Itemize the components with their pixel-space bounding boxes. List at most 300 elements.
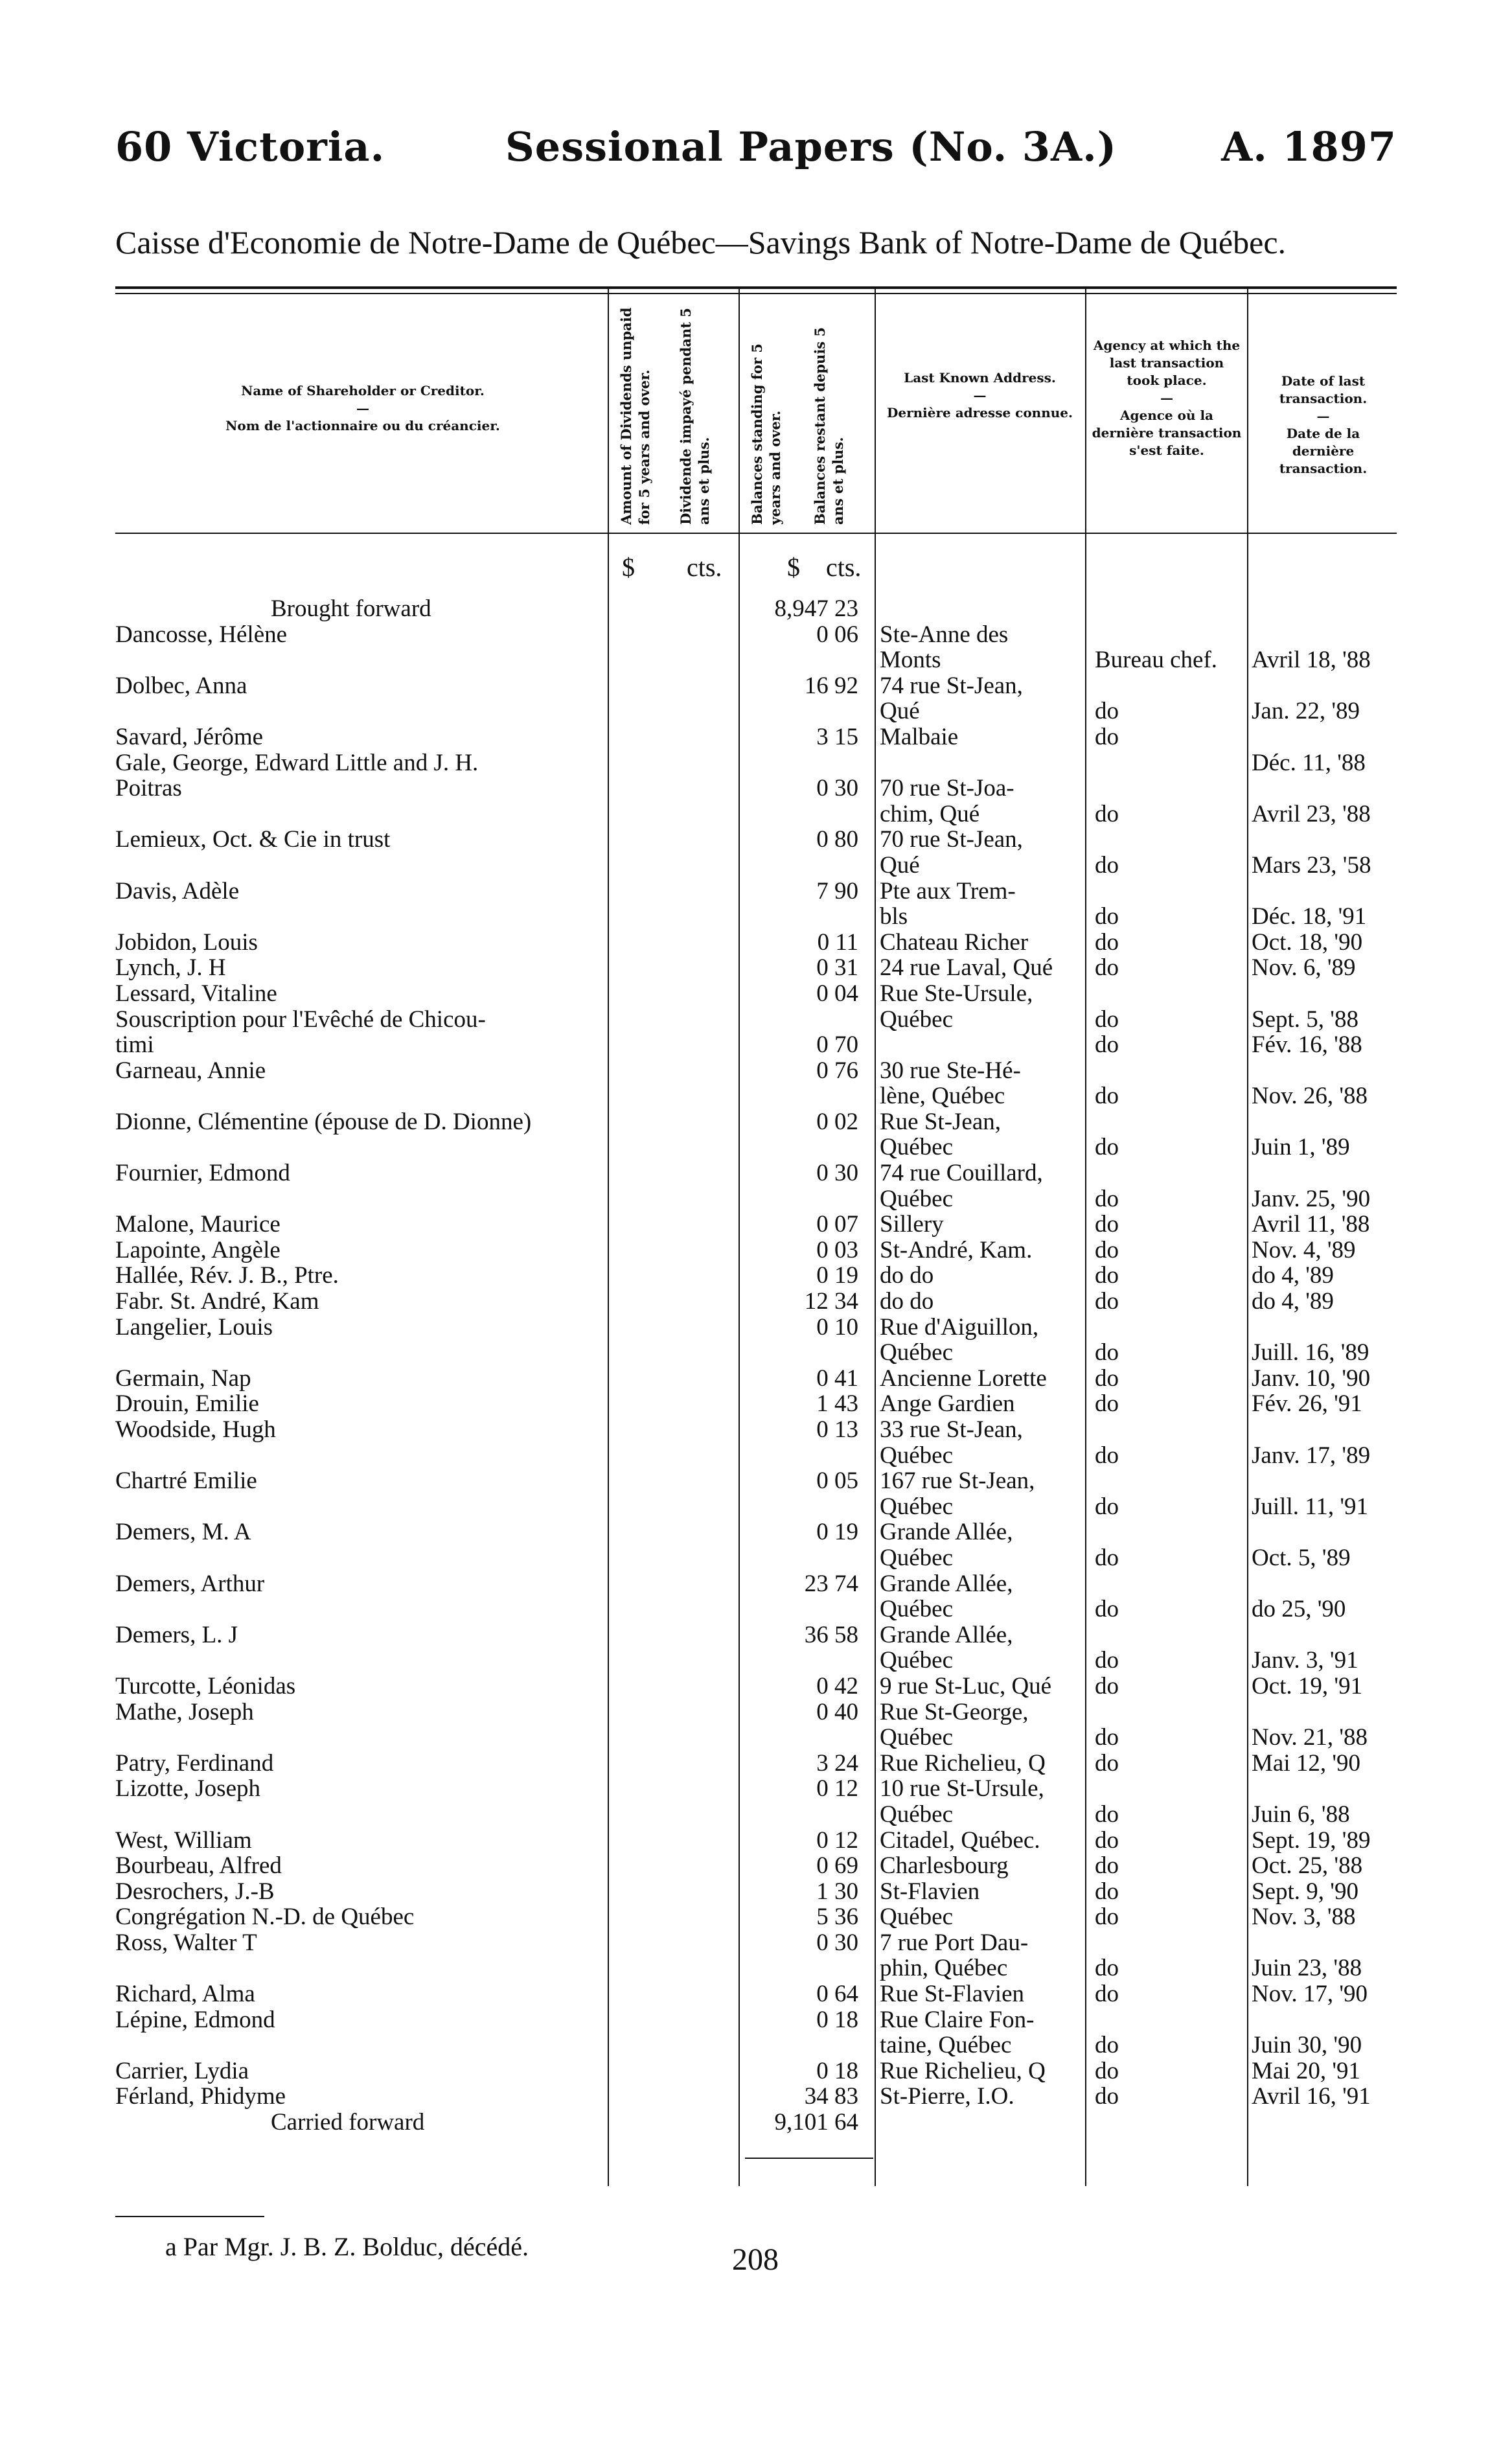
cell-name: Lemieux, Oct. & Cie in trust xyxy=(115,827,391,853)
cell-agency: do xyxy=(1095,1904,1119,1930)
table-row xyxy=(115,1007,1411,1033)
cell-address: Grande Allée, xyxy=(880,1519,1013,1545)
cell-date: Nov. 21, '88 xyxy=(1252,1725,1368,1751)
cell-name: Davis, Adèle xyxy=(115,878,240,904)
cell-date: Juin 23, '88 xyxy=(1252,1955,1362,1982)
table-row xyxy=(115,1751,1411,1777)
cell-name: West, William xyxy=(115,1827,252,1854)
cell-balance: 0 05 xyxy=(816,1468,858,1495)
col-head-amount xyxy=(612,298,735,528)
cell-address: 10 rue St-Ursule, xyxy=(880,1776,1044,1802)
cell-balance: 16 92 xyxy=(804,672,858,699)
cell-address: Québec xyxy=(880,1186,953,1212)
cell-balance: 0 80 xyxy=(816,826,858,853)
cell-address: Qué xyxy=(880,698,920,724)
cell-name: Gale, George, Edward Little and J. H. xyxy=(115,750,479,776)
cell-agency: do xyxy=(1095,1083,1119,1109)
cell-address: Québec xyxy=(880,1725,953,1751)
table-row xyxy=(115,1930,1411,1956)
cell-date: Nov. 26, '88 xyxy=(1252,1083,1368,1109)
cell-name: Carried forward xyxy=(271,2110,425,2136)
page-number: 208 xyxy=(732,2242,779,2277)
cell-agency: do xyxy=(1095,1263,1119,1289)
table-row xyxy=(115,1109,1411,1135)
table-row xyxy=(115,698,1411,724)
cell-address: Québec xyxy=(880,1493,953,1520)
cell-address: Ste-Anne des xyxy=(880,621,1009,648)
col-head-name-sep: — xyxy=(356,400,369,416)
cell-date: Janv. 3, '91 xyxy=(1252,1648,1358,1674)
table-row xyxy=(115,1134,1411,1160)
cell-address: 74 rue Couillard, xyxy=(880,1160,1043,1186)
col-head-date-sep: — xyxy=(1316,408,1330,424)
cell-balance: 36 58 xyxy=(804,1621,858,1648)
col-head-amount-fr: Dividende impayé pendant 5 ans et plus. xyxy=(678,308,712,525)
table-row xyxy=(115,1443,1411,1469)
cell-agency: do xyxy=(1095,2084,1119,2110)
cell-address: Québec xyxy=(880,1006,953,1033)
cell-address: 30 rue Ste-Hé- xyxy=(880,1057,1021,1084)
table-row xyxy=(115,981,1411,1007)
cell-address: Québec xyxy=(880,1340,953,1366)
cell-balance: 0 40 xyxy=(816,1698,858,1725)
cell-date: Sept. 5, '88 xyxy=(1252,1006,1358,1033)
cell-agency: do xyxy=(1095,1648,1119,1674)
cell-date: Oct. 25, '88 xyxy=(1252,1853,1363,1879)
cell-address: Sillery xyxy=(880,1212,944,1238)
table-row xyxy=(115,622,1411,648)
cell-name: Dancosse, Hélène xyxy=(115,621,288,648)
table-row xyxy=(115,2033,1411,2058)
cell-agency: do xyxy=(1095,1212,1119,1238)
cell-agency: do xyxy=(1095,1032,1119,1058)
cell-address: Ancienne Lorette xyxy=(880,1365,1047,1392)
cell-balance: 0 64 xyxy=(816,1981,858,2008)
cell-address: taine, Québec xyxy=(880,2033,1012,2058)
cell-balance: 1 43 xyxy=(816,1390,858,1418)
cell-name: Savard, Jérôme xyxy=(115,724,264,750)
cell-name: Jobidon, Louis xyxy=(115,929,258,956)
cell-date: Avril 18, '88 xyxy=(1252,647,1371,673)
cell-address: Monts xyxy=(880,647,941,673)
cell-agency: do xyxy=(1095,1750,1119,1777)
cell-name: Lépine, Edmond xyxy=(115,2007,275,2033)
cell-date: do 4, '89 xyxy=(1252,1263,1334,1289)
cell-agency: do xyxy=(1095,929,1119,956)
cell-balance: 0 41 xyxy=(816,1365,858,1392)
table-row xyxy=(115,776,1411,801)
table-row xyxy=(115,1596,1411,1622)
cell-name: Fabr. St. André, Kam xyxy=(115,1289,319,1315)
table-row xyxy=(115,1981,1411,2007)
cell-address: Rue Claire Fon- xyxy=(880,2007,1035,2033)
table-row xyxy=(115,1289,1411,1315)
cell-date: do 4, '89 xyxy=(1252,1289,1334,1315)
cell-agency: do xyxy=(1095,1673,1119,1699)
cell-balance: 3 24 xyxy=(816,1749,858,1777)
cell-name: Mathe, Joseph xyxy=(115,1699,254,1725)
cell-date: Janv. 10, '90 xyxy=(1252,1365,1371,1392)
units-balance-cts: cts. xyxy=(826,553,862,582)
col-head-name-en: Name of Shareholder or Creditor. xyxy=(241,383,485,398)
cell-balance: 3 15 xyxy=(816,723,858,750)
cell-name: Fournier, Edmond xyxy=(115,1160,290,1186)
cell-name: Lessard, Vitaline xyxy=(115,980,277,1007)
cell-address: lène, Québec xyxy=(880,1083,1005,1109)
table-row xyxy=(115,1828,1411,1854)
cell-address: Québec xyxy=(880,1596,953,1622)
cell-date: Oct. 19, '91 xyxy=(1252,1673,1363,1699)
footnote: a Par Mgr. J. B. Z. Bolduc, décédé. xyxy=(165,2232,529,2261)
cell-balance: 0 30 xyxy=(816,775,858,802)
cell-agency: do xyxy=(1095,1878,1119,1905)
cell-agency: do xyxy=(1095,1853,1119,1879)
cell-address: Ange Gardien xyxy=(880,1391,1015,1417)
cell-balance: 1 30 xyxy=(816,1878,858,1905)
table-row xyxy=(115,1545,1411,1571)
cell-name: Lizotte, Joseph xyxy=(115,1776,261,1802)
table-row xyxy=(115,1315,1411,1341)
table-row xyxy=(115,1725,1411,1751)
table-row xyxy=(115,1494,1411,1520)
cell-name: Ross, Walter T xyxy=(115,1929,257,1956)
cell-name: Bourbeau, Alfred xyxy=(115,1853,282,1879)
cell-address: Québec xyxy=(880,1648,953,1674)
cell-agency: do xyxy=(1095,698,1119,724)
col-head-date xyxy=(1254,373,1393,478)
table-row xyxy=(115,853,1411,879)
cell-name: Souscription pour l'Evêché de Chicou- xyxy=(115,1006,486,1033)
table-row xyxy=(115,1160,1411,1186)
cell-address: bls xyxy=(880,904,908,930)
cell-name: Demers, Arthur xyxy=(115,1571,265,1597)
table-row xyxy=(115,1391,1411,1417)
table-row xyxy=(115,1904,1411,1930)
cell-date: Sept. 9, '90 xyxy=(1252,1878,1358,1905)
cell-name: Drouin, Emilie xyxy=(115,1391,259,1417)
cell-agency: do xyxy=(1095,724,1119,750)
cell-name: Férland, Phidyme xyxy=(115,2084,286,2110)
cell-agency: do xyxy=(1095,1340,1119,1366)
cell-date: Avril 16, '91 xyxy=(1252,2084,1371,2110)
cell-name: timi xyxy=(115,1032,154,1058)
cell-address: Québec xyxy=(880,1134,953,1161)
cell-agency: do xyxy=(1095,1442,1119,1469)
table-row xyxy=(115,2084,1411,2110)
col-head-date-en: Date of last transaction. xyxy=(1279,373,1368,406)
cell-agency: do xyxy=(1095,1237,1119,1263)
cell-address: phin, Québec xyxy=(880,1955,1008,1982)
cell-balance: 0 12 xyxy=(816,1826,858,1854)
cell-agency: do xyxy=(1095,852,1119,879)
cell-agency: do xyxy=(1095,1955,1119,1982)
cell-address: Rue St-Flavien xyxy=(880,1981,1025,2007)
cell-name: Dionne, Clémentine (épouse de D. Dionne) xyxy=(115,1109,532,1135)
cell-address: St-André, Kam. xyxy=(880,1237,1033,1263)
cell-name: Turcotte, Léonidas xyxy=(115,1673,296,1699)
cell-address: Québec xyxy=(880,1801,953,1828)
table-body xyxy=(115,596,1411,2136)
cell-address: 70 rue St-Joa- xyxy=(880,776,1014,801)
cell-agency: do xyxy=(1095,1827,1119,1854)
col-head-date-fr: Date de la dernière transaction. xyxy=(1279,426,1368,476)
cell-address: Malbaie xyxy=(880,724,959,750)
cell-agency: do xyxy=(1095,1801,1119,1828)
cell-balance: 0 03 xyxy=(816,1236,858,1263)
table-row xyxy=(115,1468,1411,1494)
cell-agency: do xyxy=(1095,2058,1119,2084)
cell-balance: 0 69 xyxy=(816,1852,858,1880)
cell-address: chim, Qué xyxy=(880,801,980,827)
cell-date: Nov. 3, '88 xyxy=(1252,1904,1356,1930)
table-row xyxy=(115,647,1411,673)
col-head-address xyxy=(881,369,1079,422)
cell-address: 74 rue St-Jean, xyxy=(880,673,1023,699)
table-row xyxy=(115,1263,1411,1289)
cell-date: Janv. 17, '89 xyxy=(1252,1442,1371,1469)
cell-agency: do xyxy=(1095,955,1119,981)
cell-balance: 0 12 xyxy=(816,1775,858,1802)
col-head-agency xyxy=(1092,337,1242,459)
cell-name: Demers, M. A xyxy=(115,1519,251,1545)
table-row xyxy=(115,801,1411,827)
header-bottom-rule xyxy=(115,533,1397,534)
cell-name: Patry, Ferdinand xyxy=(115,1750,274,1777)
cell-address: 7 rue Port Dau- xyxy=(880,1929,1029,1956)
cell-date: Fév. 26, '91 xyxy=(1252,1391,1362,1417)
cell-address: Québec xyxy=(880,1904,953,1930)
cell-date: Juin 6, '88 xyxy=(1252,1801,1350,1828)
table-row xyxy=(115,1802,1411,1828)
table-row xyxy=(115,1186,1411,1212)
table-row xyxy=(115,1058,1411,1084)
cell-name: Germain, Nap xyxy=(115,1365,251,1392)
table-row xyxy=(115,724,1411,750)
cell-date: Mai 12, '90 xyxy=(1252,1750,1361,1777)
cell-address: Québec xyxy=(880,1442,953,1469)
col-head-balance xyxy=(743,298,873,528)
cell-address: Rue d'Aiguillon, xyxy=(880,1314,1039,1341)
col-head-name xyxy=(130,382,596,435)
cell-name: Garneau, Annie xyxy=(115,1057,266,1084)
cell-date: Déc. 18, '91 xyxy=(1252,904,1367,930)
cell-agency: Bureau chef. xyxy=(1095,647,1218,673)
cell-balance: 0 10 xyxy=(816,1313,858,1341)
table-row xyxy=(115,1571,1411,1597)
cell-balance: 0 76 xyxy=(816,1057,858,1084)
col-head-agency-fr: Agence où la dernière transaction s'est faite. xyxy=(1092,408,1242,458)
cell-balance: 34 83 xyxy=(804,2083,858,2110)
col-head-address-fr: Dernière adresse connue. xyxy=(887,405,1073,420)
cell-agency: do xyxy=(1095,1545,1119,1571)
cell-agency: do xyxy=(1095,801,1119,827)
cell-address: Citadel, Québec. xyxy=(880,1827,1040,1854)
table-row xyxy=(115,955,1411,981)
cell-date: Juill. 16, '89 xyxy=(1252,1340,1369,1366)
table-row xyxy=(115,1955,1411,1981)
cell-address: Rue St-Jean, xyxy=(880,1109,1002,1135)
cell-balance: 7 90 xyxy=(816,877,858,904)
cell-address: do do xyxy=(880,1263,934,1289)
cell-name: Dolbec, Anna xyxy=(115,673,247,699)
col-head-address-sep: — xyxy=(973,387,987,403)
cell-name: Langelier, Louis xyxy=(115,1314,273,1341)
cell-address: 24 rue Laval, Qué xyxy=(880,955,1053,981)
cell-date: Déc. 11, '88 xyxy=(1252,750,1366,776)
cell-agency: do xyxy=(1095,1725,1119,1751)
cell-name: Chartré Emilie xyxy=(115,1468,257,1494)
cell-balance: 0 07 xyxy=(816,1211,858,1238)
table-row xyxy=(115,1879,1411,1905)
col-head-amount-en: Amount of Dividends unpaid for 5 years and over. xyxy=(618,307,652,525)
cell-address: Grande Allée, xyxy=(880,1622,1013,1648)
table-row xyxy=(115,1366,1411,1392)
cell-address: Rue Richelieu, Q xyxy=(880,2058,1046,2084)
cell-agency: do xyxy=(1095,1365,1119,1392)
units-amount-dollar: $ xyxy=(622,553,635,582)
cell-balance: 0 18 xyxy=(816,2057,858,2084)
cell-agency: do xyxy=(1095,1493,1119,1520)
cell-name: Lapointe, Angèle xyxy=(115,1237,281,1263)
table-row xyxy=(115,1212,1411,1238)
cell-balance: 0 13 xyxy=(816,1416,858,1443)
cell-address: St-Pierre, I.O. xyxy=(880,2084,1014,2110)
cell-balance: 0 19 xyxy=(816,1262,858,1289)
cell-date: do 25, '90 xyxy=(1252,1596,1346,1622)
table-row xyxy=(115,904,1411,930)
footnote-rule xyxy=(115,2216,264,2217)
cell-agency: do xyxy=(1095,1981,1119,2007)
table-row xyxy=(115,1083,1411,1109)
cell-address: Chateau Richer xyxy=(880,929,1029,956)
cell-address: St-Flavien xyxy=(880,1878,980,1905)
cell-name: Hallée, Rév. J. B., Ptre. xyxy=(115,1263,339,1289)
col-head-agency-sep: — xyxy=(1160,390,1173,406)
cell-name: Malone, Maurice xyxy=(115,1212,281,1238)
cell-address: Grande Allée, xyxy=(880,1571,1013,1597)
table-row xyxy=(115,2110,1411,2136)
col-head-agency-en: Agency at which the last transaction took place. xyxy=(1093,338,1241,388)
cell-name: Carrier, Lydia xyxy=(115,2058,249,2084)
cell-address: Rue Richelieu, Q xyxy=(880,1750,1046,1777)
units-balance-dollar: $ xyxy=(787,553,800,582)
cell-agency: do xyxy=(1095,1134,1119,1161)
cell-name: Desrochers, J.-B xyxy=(115,1878,275,1905)
cell-date: Mai 20, '91 xyxy=(1252,2058,1361,2084)
cell-balance: 0 30 xyxy=(816,1160,858,1187)
cell-agency: do xyxy=(1095,1391,1119,1417)
cell-balance: 0 19 xyxy=(816,1519,858,1546)
cell-name: Woodside, Hugh xyxy=(115,1417,276,1443)
cell-date: Oct. 18, '90 xyxy=(1252,929,1363,956)
cell-date: Avril 11, '88 xyxy=(1252,1212,1370,1238)
cell-address: 70 rue St-Jean, xyxy=(880,827,1023,853)
table-top-rule-2 xyxy=(115,293,1397,294)
cell-date: Nov. 4, '89 xyxy=(1252,1237,1356,1263)
cell-date: Mars 23, '58 xyxy=(1252,852,1371,879)
cell-balance: 0 18 xyxy=(816,2006,858,2033)
table-row xyxy=(115,1417,1411,1443)
table-row xyxy=(115,2007,1411,2033)
cell-address: Québec xyxy=(880,1545,953,1571)
table-row xyxy=(115,1519,1411,1545)
cell-address: 9 rue St-Luc, Qué xyxy=(880,1673,1052,1699)
subtitle: Caisse d'Economie de Notre-Dame de Québec—Savings Bank of Notre-Dame de Québec. xyxy=(115,224,1287,260)
table-row xyxy=(115,1699,1411,1725)
cell-address: 167 rue St-Jean, xyxy=(880,1468,1035,1494)
cell-balance: 0 30 xyxy=(816,1929,858,1956)
cell-date: Nov. 6, '89 xyxy=(1252,955,1356,981)
cell-address: Pte aux Trem- xyxy=(880,878,1016,904)
header-center: Sessional Papers (No. 3A.) xyxy=(505,123,1117,170)
cell-agency: do xyxy=(1095,1006,1119,1033)
cell-agency: do xyxy=(1095,1596,1119,1622)
col-head-balance-en: Balances standing for 5 years and over. xyxy=(749,343,783,525)
table-row xyxy=(115,1648,1411,1674)
table-row xyxy=(115,827,1411,853)
table-row xyxy=(115,596,1411,622)
cell-date: Avril 23, '88 xyxy=(1252,801,1371,827)
cell-date: Fév. 16, '88 xyxy=(1252,1032,1362,1058)
cell-address: do do xyxy=(880,1289,934,1315)
cell-balance: 0 31 xyxy=(816,954,858,982)
table-row xyxy=(115,879,1411,904)
table-row xyxy=(115,930,1411,956)
table-row xyxy=(115,2058,1411,2084)
cell-balance: 0 04 xyxy=(816,980,858,1007)
table-top-rule xyxy=(115,286,1397,289)
cell-address: Charlesbourg xyxy=(880,1853,1009,1879)
cell-balance: 0 02 xyxy=(816,1108,858,1135)
cell-date: Nov. 17, '90 xyxy=(1252,1981,1368,2007)
cell-balance: 5 36 xyxy=(816,1904,858,1931)
table-row xyxy=(115,1776,1411,1802)
cell-address: 33 rue St-Jean, xyxy=(880,1417,1023,1443)
cell-address: Rue St-George, xyxy=(880,1699,1029,1725)
cell-date: Oct. 5, '89 xyxy=(1252,1545,1351,1571)
cell-date: Sept. 19, '89 xyxy=(1252,1827,1371,1854)
cell-balance: 9,101 64 xyxy=(774,2109,858,2136)
cell-balance: 0 42 xyxy=(816,1672,858,1699)
table-row xyxy=(115,1032,1411,1058)
cell-address: Qué xyxy=(880,852,920,879)
cell-balance: 12 34 xyxy=(804,1288,858,1315)
cell-date: Janv. 25, '90 xyxy=(1252,1186,1371,1212)
cell-name: Brought forward xyxy=(271,596,431,622)
col-head-balance-fr: Balances restant depuis 5 ans et plus. xyxy=(812,327,846,525)
col-head-address-en: Last Known Address. xyxy=(904,370,1056,386)
cell-name: Poitras xyxy=(115,776,182,801)
table-row xyxy=(115,1622,1411,1648)
units-amount-cts: cts. xyxy=(687,553,722,582)
header-left: 60 Victoria. xyxy=(115,123,385,170)
col-head-name-fr: Nom de l'actionnaire ou du créancier. xyxy=(225,418,500,433)
table-row xyxy=(115,1853,1411,1879)
table-row xyxy=(115,750,1411,776)
cell-balance: 0 06 xyxy=(816,621,858,648)
cell-address: Rue Ste-Ursule, xyxy=(880,980,1033,1007)
cell-agency: do xyxy=(1095,904,1119,930)
cell-agency: do xyxy=(1095,1186,1119,1212)
cell-date: Juin 1, '89 xyxy=(1252,1134,1350,1161)
cell-name: Lynch, J. H xyxy=(115,955,226,981)
table-row xyxy=(115,1674,1411,1699)
cell-date: Jan. 22, '89 xyxy=(1252,698,1360,724)
cell-name: Richard, Alma xyxy=(115,1981,255,2007)
table-row xyxy=(115,1238,1411,1263)
total-rule xyxy=(745,2158,873,2159)
cell-balance: 8,947 23 xyxy=(774,595,858,622)
